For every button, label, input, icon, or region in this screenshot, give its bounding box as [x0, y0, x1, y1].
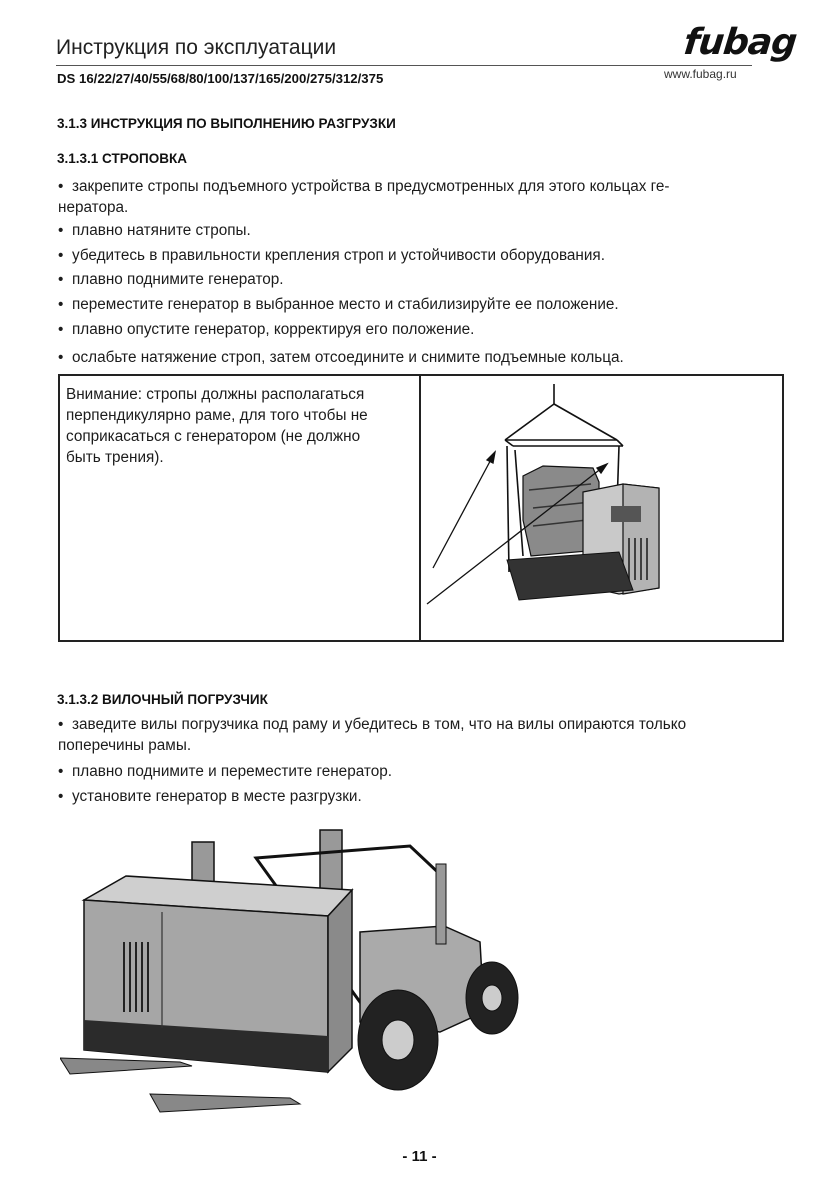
section-heading-unloading: 3.1.3 ИНСТРУКЦИЯ ПО ВЫПОЛНЕНИЮ РАЗГРУЗКИ — [57, 116, 396, 131]
website-link[interactable]: www.fubag.ru — [664, 67, 737, 81]
section-heading-forklift: 3.1.3.2 ВИЛОЧНЫЙ ПОГРУЗЧИК — [57, 692, 268, 707]
page-number: - 11 - — [402, 1148, 437, 1165]
list-item: • плавно поднимите генератор. — [58, 271, 284, 288]
note-divider — [419, 374, 421, 640]
warning-note: Внимание: стропы должны располагаться перпендикулярно раме, для того чтобы не соприкасаться с генератором (не должно быть трения). — [66, 386, 368, 466]
list-item: • закрепите стропы подъемного устройства в предусмотренных для этого кольцах ге- нератора. — [58, 178, 670, 216]
list-item: • ослабьте натяжение строп, затем отсоедините и снимите подъемные кольца. — [58, 349, 624, 366]
list-item: • плавно поднимите и переместите генератор. — [58, 763, 392, 780]
list-item: • переместите генератор в выбранное место и стабилизируйте ее положение. — [58, 296, 619, 313]
fubag-logo: fubag — [681, 22, 799, 63]
list-item: • плавно натяните стропы. — [58, 222, 251, 239]
list-item: • заведите вилы погрузчика под раму и убедитесь в том, что на вилы опираются только поперечины рамы. — [58, 716, 687, 754]
document-title: Инструкция по эксплуатации — [56, 36, 337, 59]
list-item: • установите генератор в месте разгрузки. — [58, 788, 362, 805]
header-divider — [56, 65, 752, 66]
model-list: DS 16/22/27/40/55/68/80/100/137/165/200/275/312/375 — [57, 71, 384, 86]
section-heading-slinging: 3.1.3.1 СТРОПОВКА — [57, 151, 187, 166]
crane-lifting-illustration — [423, 380, 775, 632]
bullet: • — [58, 178, 64, 195]
forklift-illustration — [60, 822, 530, 1126]
list-item: • плавно опустите генератор, корректируя его положение. — [58, 321, 475, 338]
list-item: • убедитесь в правильности крепления строп и устойчивости оборудования. — [58, 247, 605, 264]
